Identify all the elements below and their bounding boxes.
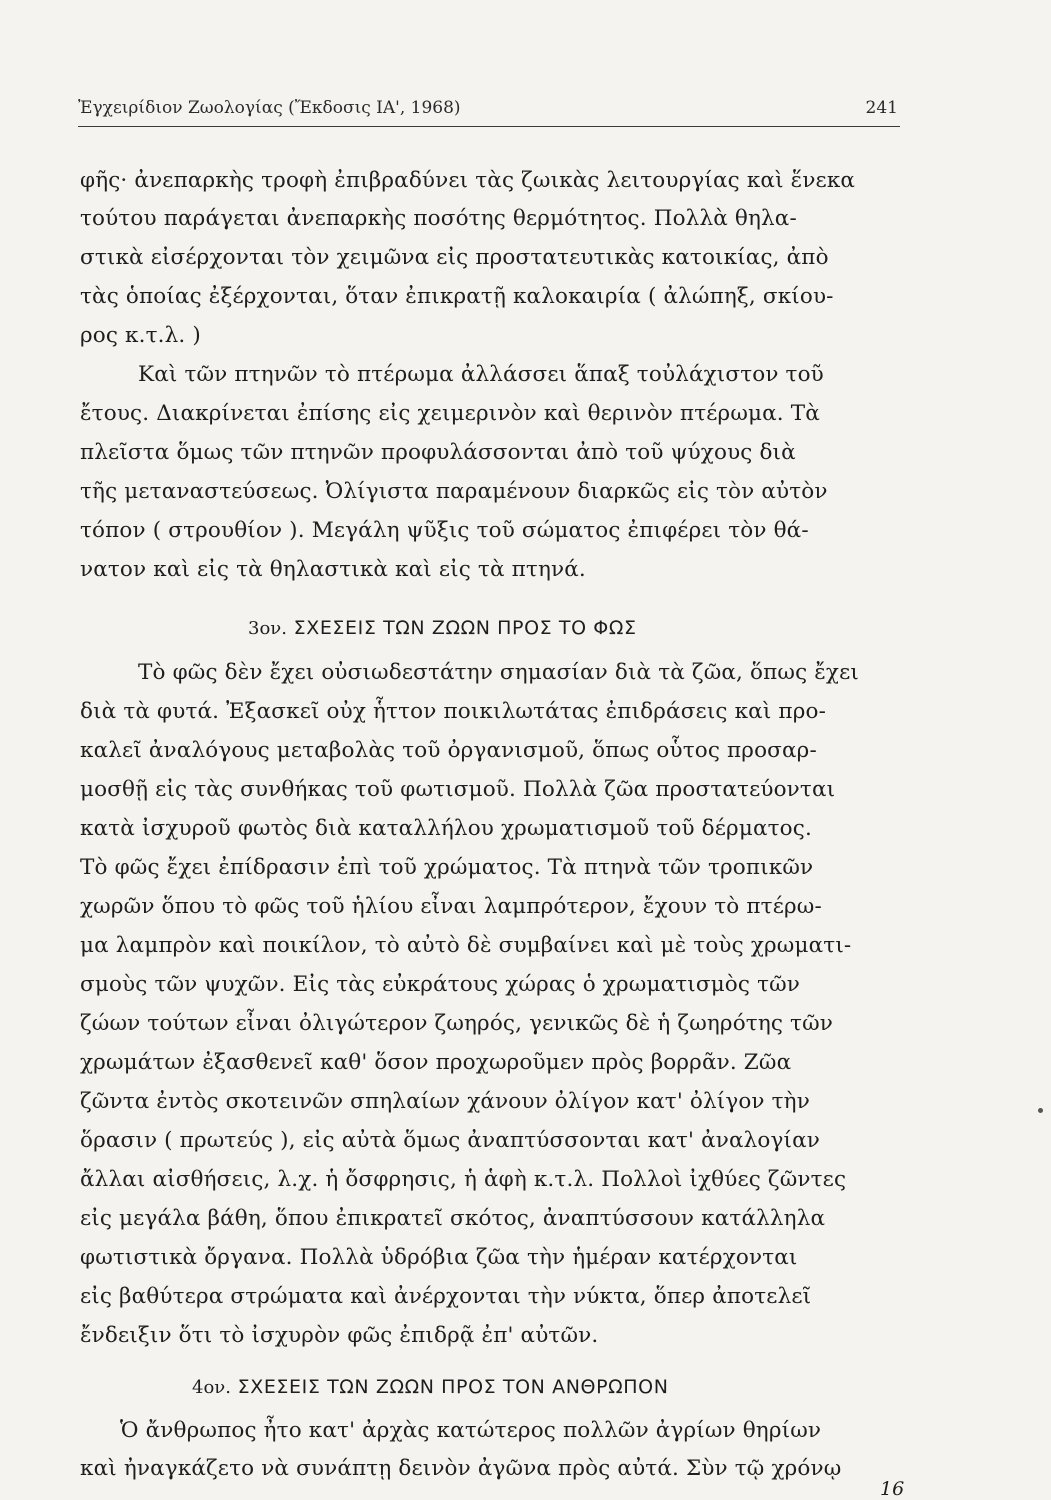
text-line: διὰ τὰ φυτά. Ἐξασκεῖ οὐχ ἧττον ποικιλωτάτας ἐπιδράσεις καὶ προ- bbox=[80, 699, 826, 724]
scan-speck bbox=[1038, 1108, 1043, 1113]
section-title: ΣΧΕΣΕΙΣ ΤΩΝ ΖΩΩΝ ΠΡΟΣ ΤΟ ΦΩΣ bbox=[293, 617, 637, 639]
text-line: νατον καὶ εἰς τὰ θηλαστικὰ καὶ εἰς τὰ πτηνά. bbox=[80, 557, 586, 582]
text-line: Τὸ φῶς ἔχει ἐπίδρασιν ἐπὶ τοῦ χρώματος. Τὰ πτηνὰ τῶν τροπικῶν bbox=[80, 855, 814, 880]
running-title: Ἐγχειρίδιον Ζωολογίας (Ἔκδοσις ΙΑ', 1968) bbox=[78, 98, 461, 118]
text-line: καὶ ἠναγκάζετο νὰ συνάπτῃ δεινὸν ἀγῶνα πρὸς αὐτά. Σὺν τῷ χρόνῳ bbox=[80, 1456, 842, 1481]
text-line: ζώων τούτων εἶναι ὀλιγώτερον ζωηρός, γενικῶς δὲ ἡ ζωηρότης τῶν bbox=[80, 1011, 834, 1036]
header-rule bbox=[78, 126, 900, 127]
text-line: πλεῖστα ὅμως τῶν πτηνῶν προφυλάσσονται ἀπὸ τοῦ ψύχους διὰ bbox=[80, 440, 796, 465]
text-line: εἰς βαθύτερα στρώματα καὶ ἀνέρχονται τὴν νύκτα, ὅπερ ἀποτελεῖ bbox=[80, 1284, 812, 1309]
text-line: τὰς ὁποίας ἐξέρχονται, ὅταν ἐπικρατῇ καλοκαιρία ( ἀλώπηξ, σκίου- bbox=[80, 284, 834, 309]
text-line: μα λαμπρὸν καὶ ποικίλον, τὸ αὐτὸ δὲ συμβαίνει καὶ μὲ τοὺς χρωματι- bbox=[80, 933, 852, 958]
text-line: στικὰ εἰσέρχονται τὸν χειμῶνα εἰς προστατευτικὰς κατοικίας, ἀπὸ bbox=[80, 245, 829, 270]
section-number: 3ον. bbox=[248, 618, 287, 639]
section-heading bbox=[248, 617, 637, 639]
text-line: φῆς· ἀνεπαρκὴς τροφὴ ἐπιβραδύνει τὰς ζωικὰς λειτουργίας καὶ ἕνεκα bbox=[80, 168, 856, 193]
text-line: κατὰ ἰσχυροῦ φωτὸς διὰ καταλλήλου χρωματισμοῦ τοῦ δέρματος. bbox=[80, 816, 812, 841]
text-line: ἔνδειξιν ὅτι τὸ ἰσχυρὸν φῶς ἐπιδρᾷ ἐπ' αὐτῶν. bbox=[80, 1323, 599, 1348]
text-line: Καὶ τῶν πτηνῶν τὸ πτέρωμα ἀλλάσσει ἅπαξ τοὐλάχιστον τοῦ bbox=[138, 362, 824, 387]
text-line: χρωμάτων ἐξασθενεῖ καθ' ὅσον προχωροῦμεν πρὸς βορρᾶν. Ζῶα bbox=[80, 1050, 792, 1075]
text-line: φωτιστικὰ ὄργανα. Πολλὰ ὑδρόβια ζῶα τὴν ἡμέραν κατέρχονται bbox=[80, 1245, 798, 1270]
text-line: ζῶντα ἐντὸς σκοτεινῶν σπηλαίων χάνουν ὀλίγον κατ' ὀλίγον τὴν bbox=[80, 1089, 810, 1114]
text-line: τούτου παράγεται ἀνεπαρκὴς ποσότης θερμότητος. Πολλὰ θηλα- bbox=[80, 206, 797, 231]
section-title: ΣΧΕΣΕΙΣ ΤΩΝ ΖΩΩΝ ΠΡΟΣ ΤΟΝ ΑΝΘΡΩΠΟΝ bbox=[237, 1376, 669, 1398]
text-line: ρος κ.τ.λ. ) bbox=[80, 323, 201, 348]
text-line: μοσθῇ εἰς τὰς συνθήκας τοῦ φωτισμοῦ. Πολλὰ ζῶα προστατεύονται bbox=[80, 777, 836, 802]
text-line: Τὸ φῶς δὲν ἔχει οὐσιωδεστάτην σημασίαν διὰ τὰ ζῶα, ὅπως ἔχει bbox=[138, 660, 859, 685]
text-line: ἔτους. Διακρίνεται ἐπίσης εἰς χειμερινὸν καὶ θερινὸν πτέρωμα. Τὰ bbox=[80, 401, 820, 426]
text-line: καλεῖ ἀναλόγους μεταβολὰς τοῦ ὀργανισμοῦ, ὅπως οὗτος προσαρ- bbox=[80, 738, 817, 763]
section-number: 4ον. bbox=[192, 1377, 231, 1398]
text-line: σμοὺς τῶν ψυχῶν. Εἰς τὰς εὐκράτους χώρας ὁ χρωματισμὸς τῶν bbox=[80, 972, 801, 997]
text-line: τῆς μεταναστεύσεως. Ὀλίγιστα παραμένουν διαρκῶς εἰς τὸν αὐτὸν bbox=[80, 479, 828, 504]
text-line: Ὁ ἄνθρωπος ἦτο κατ' ἀρχὰς κατώτερος πολλῶν ἀγρίων θηρίων bbox=[120, 1418, 822, 1443]
text-line: χωρῶν ὅπου τὸ φῶς τοῦ ἡλίου εἶναι λαμπρότερον, ἔχουν τὸ πτέρω- bbox=[80, 894, 822, 919]
text-line: εἰς μεγάλα βάθη, ὅπου ἐπικρατεῖ σκότος, ἀναπτύσσουν κατάλληλα bbox=[80, 1206, 826, 1231]
text-line: τόπον ( στρουθίον ). Μεγάλη ψῦξις τοῦ σώματος ἐπιφέρει τὸν θά- bbox=[80, 518, 809, 543]
folio-number: 16 bbox=[880, 1478, 905, 1500]
text-line: ὅρασιν ( πρωτεύς ), εἰς αὐτὰ ὅμως ἀναπτύσσονται κατ' ἀναλογίαν bbox=[80, 1128, 820, 1153]
section-heading bbox=[192, 1376, 669, 1398]
page-number: 241 bbox=[865, 98, 898, 118]
text-line: ἄλλαι αἰσθήσεις, λ.χ. ἡ ὄσφρησις, ἡ ἁφὴ κ.τ.λ. Πολλοὶ ἰχθύες ζῶντες bbox=[80, 1167, 847, 1192]
